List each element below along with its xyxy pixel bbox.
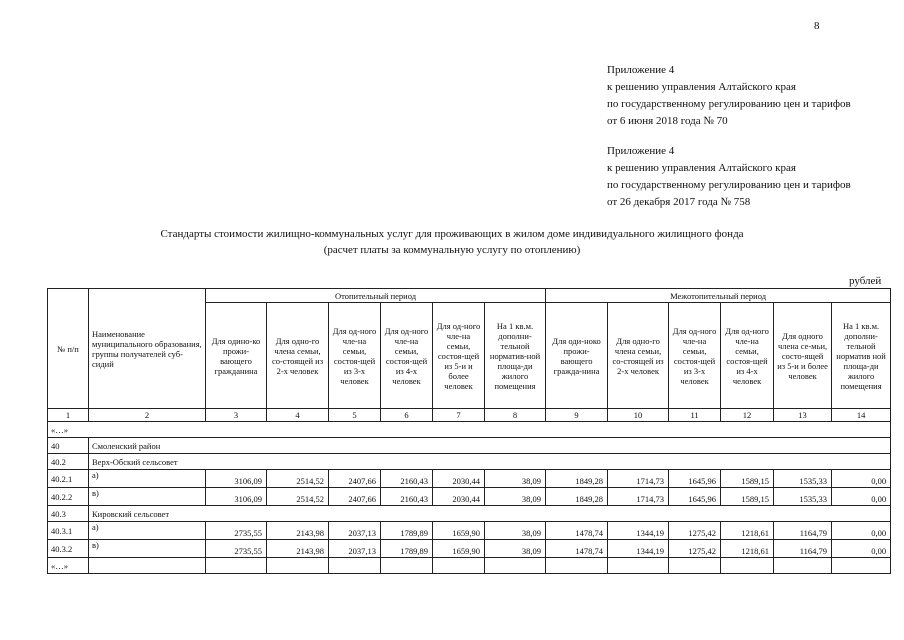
column-number: 8	[485, 409, 546, 422]
value-cell: 0,00	[832, 540, 891, 558]
value-cell: 1478,74	[546, 522, 608, 540]
header-col: На 1 кв.м. дополни-тельной норматив ной площа-ди жилого помещения	[832, 303, 891, 409]
value-cell: 1589,15	[721, 488, 774, 506]
column-number: 10	[608, 409, 669, 422]
appendix-line: от 26 декабря 2017 года № 758	[607, 196, 751, 208]
value-cell: 1789,89	[381, 540, 433, 558]
header-col: Для оди-ноко прожи-вающего гражда-нина	[546, 303, 608, 409]
column-number: 2	[89, 409, 206, 422]
row-name: Верх-Обский сельсовет	[89, 454, 891, 470]
table-body	[48, 438, 891, 558]
column-number: 13	[774, 409, 832, 422]
value-cell: 0,00	[832, 470, 891, 488]
header-interheating-period: Межотопительный период	[546, 289, 891, 303]
table-row	[48, 522, 891, 540]
column-number: 5	[329, 409, 381, 422]
value-cell: 0,00	[832, 522, 891, 540]
value-cell: 2143,98	[267, 522, 329, 540]
value-cell: 2143,98	[267, 540, 329, 558]
page-number: 8	[814, 20, 820, 32]
appendix-line: к решению управления Алтайского края	[607, 162, 796, 174]
column-number: 7	[433, 409, 485, 422]
value-cell: 1535,33	[774, 488, 832, 506]
value-cell: 1659,90	[433, 540, 485, 558]
header-heating-period: Отопительный период	[206, 289, 546, 303]
row-code: 40.2.2	[48, 488, 89, 506]
title-line-1: Стандарты стоимости жилищно-коммунальных услуг для проживающих в жилом доме индивидуального жилищного фонда	[160, 228, 744, 240]
value-cell: 1589,15	[721, 470, 774, 488]
value-cell: 38,09	[485, 522, 546, 540]
value-cell: 2735,55	[206, 522, 267, 540]
header-col: Для од-ного чле-на семьи, состоя-щей из 5-и и более человек	[433, 303, 485, 409]
value-cell: 2160,43	[381, 470, 433, 488]
header-col: Для одного члена се-мьи, состо-ящей из 5-и и более человек	[774, 303, 832, 409]
row-code: 40.2	[48, 454, 89, 470]
column-number: 4	[267, 409, 329, 422]
header-col: Для од-ного чле-на семьи, состоя-щей из 4-х человек	[721, 303, 774, 409]
value-cell: 2160,43	[381, 488, 433, 506]
header-col: Для одно-го члена семьи, со-стоящей из 2-х человек	[608, 303, 669, 409]
appendix-line: Приложение 4	[607, 145, 675, 157]
header-col: Для од-ного чле-на семьи, состоя-щей из 3-х человек	[329, 303, 381, 409]
row-name: в)	[89, 488, 206, 506]
header-num: № п/п	[48, 289, 89, 409]
value-cell: 1645,96	[669, 488, 721, 506]
value-cell: 1218,61	[721, 522, 774, 540]
column-number: 1	[48, 409, 89, 422]
value-cell: 1164,79	[774, 522, 832, 540]
header-col: Для од-ного чле-на семьи, состоя-щей из 3-х человек	[669, 303, 721, 409]
row-name: а)	[89, 522, 206, 540]
document-title	[0, 226, 904, 258]
header-col: На 1 кв.м. дополни-тельной норматив-ной площа-ди жилого помещения	[485, 303, 546, 409]
column-number: 3	[206, 409, 267, 422]
value-cell: 2514,52	[267, 470, 329, 488]
row-code: 40.3.2	[48, 540, 89, 558]
value-cell: 0,00	[832, 488, 891, 506]
value-cell: 1535,33	[774, 470, 832, 488]
table-row	[48, 540, 891, 558]
appendix-block-1	[607, 62, 851, 130]
ellipsis-row	[48, 422, 891, 438]
value-cell: 3106,09	[206, 470, 267, 488]
ellipsis-text: «…»	[48, 422, 891, 438]
table-row	[48, 488, 891, 506]
appendix-line: к решению управления Алтайского края	[607, 81, 796, 93]
value-cell: 2407,66	[329, 470, 381, 488]
header-col: Для од-ного чле-на семьи, состоя-щей из 4-х человек	[381, 303, 433, 409]
section-row	[48, 454, 891, 470]
value-cell: 1659,90	[433, 522, 485, 540]
value-cell: 2037,13	[329, 540, 381, 558]
row-name: Смоленский район	[89, 438, 891, 454]
appendix-line: от 6 июня 2018 года № 70	[607, 115, 728, 127]
column-number: 6	[381, 409, 433, 422]
appendix-line: по государственному регулированию цен и тарифов	[607, 179, 851, 191]
column-number: 14	[832, 409, 891, 422]
header-col: Для одино-ко прожи-вающего гражданина	[206, 303, 267, 409]
value-cell: 1344,19	[608, 540, 669, 558]
value-cell: 1849,28	[546, 470, 608, 488]
section-row	[48, 506, 891, 522]
value-cell: 2037,13	[329, 522, 381, 540]
value-cell: 2407,66	[329, 488, 381, 506]
row-name: а)	[89, 470, 206, 488]
value-cell: 2514,52	[267, 488, 329, 506]
value-cell: 1275,42	[669, 522, 721, 540]
value-cell: 1218,61	[721, 540, 774, 558]
appendix-line: Приложение 4	[607, 64, 675, 76]
value-cell: 1164,79	[774, 540, 832, 558]
value-cell: 1478,74	[546, 540, 608, 558]
column-number: 11	[669, 409, 721, 422]
title-line-2: (расчет платы за коммунальную услугу по отоплению)	[323, 244, 581, 256]
value-cell: 1645,96	[669, 470, 721, 488]
value-cell: 1714,73	[608, 470, 669, 488]
header-col: Для одно-го члена семьи, со-стоящей из 2-х человек	[267, 303, 329, 409]
section-row	[48, 438, 891, 454]
appendix-block-2	[607, 143, 851, 211]
value-cell: 1344,19	[608, 522, 669, 540]
standards-table	[47, 288, 891, 574]
ellipsis-text: «…»	[48, 558, 89, 574]
unit-label: рублей	[849, 275, 882, 287]
value-cell: 38,09	[485, 540, 546, 558]
ellipsis-row	[48, 558, 891, 574]
column-number-row	[48, 409, 891, 422]
row-code: 40	[48, 438, 89, 454]
column-number: 12	[721, 409, 774, 422]
value-cell: 3106,09	[206, 488, 267, 506]
value-cell: 2030,44	[433, 470, 485, 488]
value-cell: 2735,55	[206, 540, 267, 558]
value-cell: 1849,28	[546, 488, 608, 506]
value-cell: 38,09	[485, 470, 546, 488]
row-name: Кировский сельсовет	[89, 506, 891, 522]
value-cell: 38,09	[485, 488, 546, 506]
row-code: 40.3.1	[48, 522, 89, 540]
value-cell: 1275,42	[669, 540, 721, 558]
value-cell: 1789,89	[381, 522, 433, 540]
row-name: в)	[89, 540, 206, 558]
value-cell: 1714,73	[608, 488, 669, 506]
header-name: Наименование муниципального образования, группы получателей суб-сидий	[89, 289, 206, 409]
table-row	[48, 470, 891, 488]
value-cell: 2030,44	[433, 488, 485, 506]
row-code: 40.3	[48, 506, 89, 522]
appendix-line: по государственному регулированию цен и тарифов	[607, 98, 851, 110]
row-code: 40.2.1	[48, 470, 89, 488]
column-number: 9	[546, 409, 608, 422]
